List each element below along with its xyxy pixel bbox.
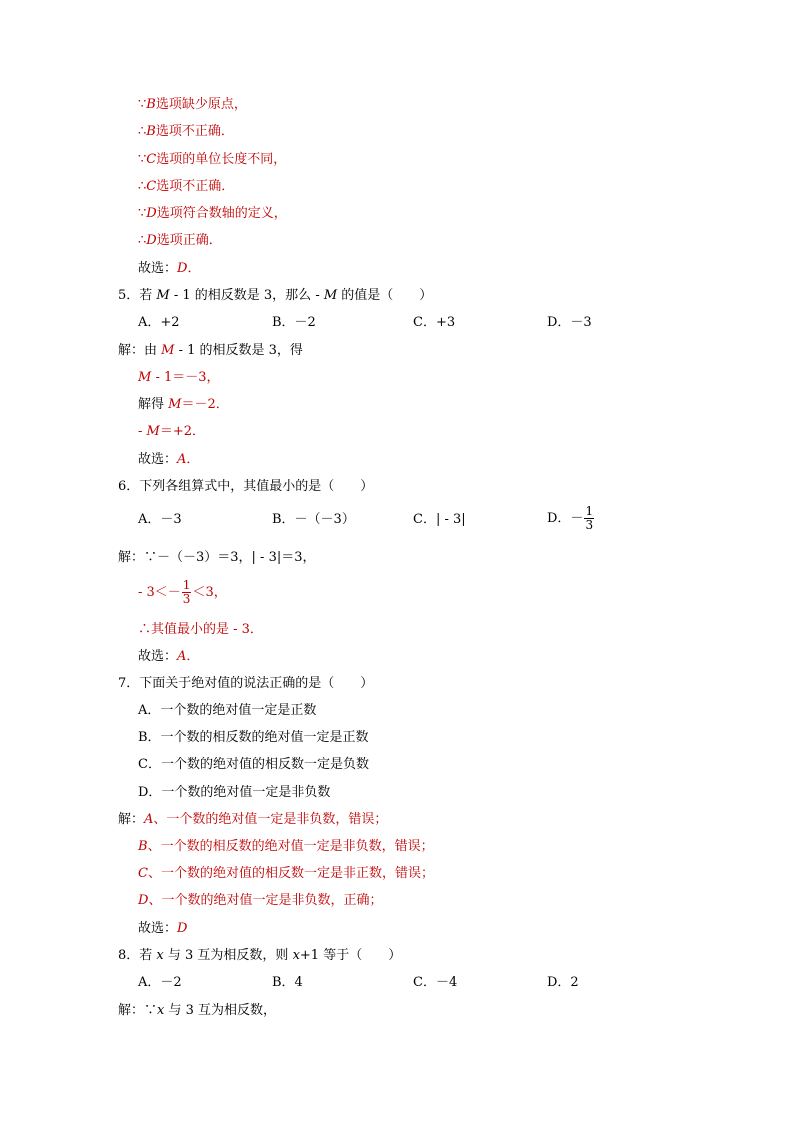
question-5-solution-4: - M＝+2．	[138, 424, 206, 439]
question-7-option-d: D．一个数的绝对值一定是非负数	[138, 785, 331, 800]
question-5-solution-1: 解：由 M - 1 的相反数是 3，得	[118, 343, 303, 358]
question-8-solution-1: 解：∵x 与 3 互为相反数，	[118, 1003, 277, 1018]
fraction: $\frac{1}{3}$	[585, 504, 594, 532]
question-7-option-b: B．一个数的相反数的绝对值一定是正数	[138, 730, 369, 745]
question-7-option-c: C．一个数的绝对值的相反数一定是负数	[138, 757, 369, 772]
question-5-option-b: B．－2	[272, 315, 316, 330]
question-7-solution-1: 解：A、一个数的绝对值一定是非负数，错误；	[118, 812, 388, 827]
question-7-option-a: A．一个数的绝对值一定是正数	[138, 703, 317, 718]
prev-solution-line-6: ∴D选项正确．	[138, 233, 222, 248]
question-5-solution-2: M - 1＝－3，	[138, 370, 220, 385]
question-5-stem: 5．若 M - 1 的相反数是 3，那么 - M 的值是（ ）	[118, 288, 433, 303]
prev-solution-line-1: ∵B选项缺少原点，	[138, 97, 247, 112]
question-7-answer: 故选：D	[138, 921, 188, 936]
question-7-solution-2: B、一个数的相反数的绝对值一定是非负数，错误；	[138, 839, 434, 854]
question-5-option-c: C．+3	[413, 315, 456, 330]
question-8-stem: 8．若 x 与 3 互为相反数，则 x+1 等于（ ）	[118, 948, 402, 963]
question-7-solution-3: C、一个数的绝对值的相反数一定是非正数，错误；	[138, 866, 434, 881]
prev-solution-line-2: ∴B选项不正确．	[138, 124, 234, 139]
question-6-solution-2: - 3＜－ $\frac{1}{3}$ ＜3，	[138, 578, 227, 606]
question-8-option-c: C．－4	[413, 975, 458, 990]
question-7-stem: 7．下面关于绝对值的说法正确的是（ ）	[118, 676, 374, 691]
question-6-option-c: C．| - 3|	[413, 512, 466, 527]
therefore-symbol: ∴	[138, 124, 147, 139]
question-5-solution-3: 解得 M＝－2．	[138, 397, 229, 412]
question-8-option-a: A．－2	[138, 975, 182, 990]
question-5-answer: 故选：A．	[138, 452, 200, 467]
question-6-option-d: D．－ $\frac{1}{3}$	[547, 504, 594, 532]
question-6-solution-1: 解：∵－（－3）＝3，| - 3|＝3，	[118, 550, 316, 565]
prev-solution-line-4: ∴C选项不正确．	[138, 179, 235, 194]
prev-answer: 故选：D．	[138, 261, 201, 276]
because-symbol: ∵	[138, 97, 147, 112]
question-7-solution-4: D、一个数的绝对值一定是非负数，正确；	[138, 893, 383, 908]
question-6-option-a: A．－3	[138, 512, 182, 527]
prev-solution-line-3: ∵C选项的单位长度不同，	[138, 152, 287, 167]
prev-solution-line-5: ∵D选项符合数轴的定义，	[138, 206, 287, 221]
question-8-option-b: B．4	[272, 975, 303, 990]
question-6-solution-3: ∴其值最小的是 - 3．	[138, 622, 263, 637]
question-6-option-b: B．－（－3）	[272, 512, 355, 527]
fraction: $\frac{1}{3}$	[182, 578, 191, 606]
question-5-option-d: D．－3	[547, 315, 592, 330]
question-8-option-d: D．2	[547, 975, 579, 990]
question-5-option-a: A．+2	[138, 315, 180, 330]
question-6-stem: 6．下列各组算式中，其值最小的是（ ）	[118, 479, 374, 494]
question-6-answer: 故选：A．	[138, 649, 200, 664]
